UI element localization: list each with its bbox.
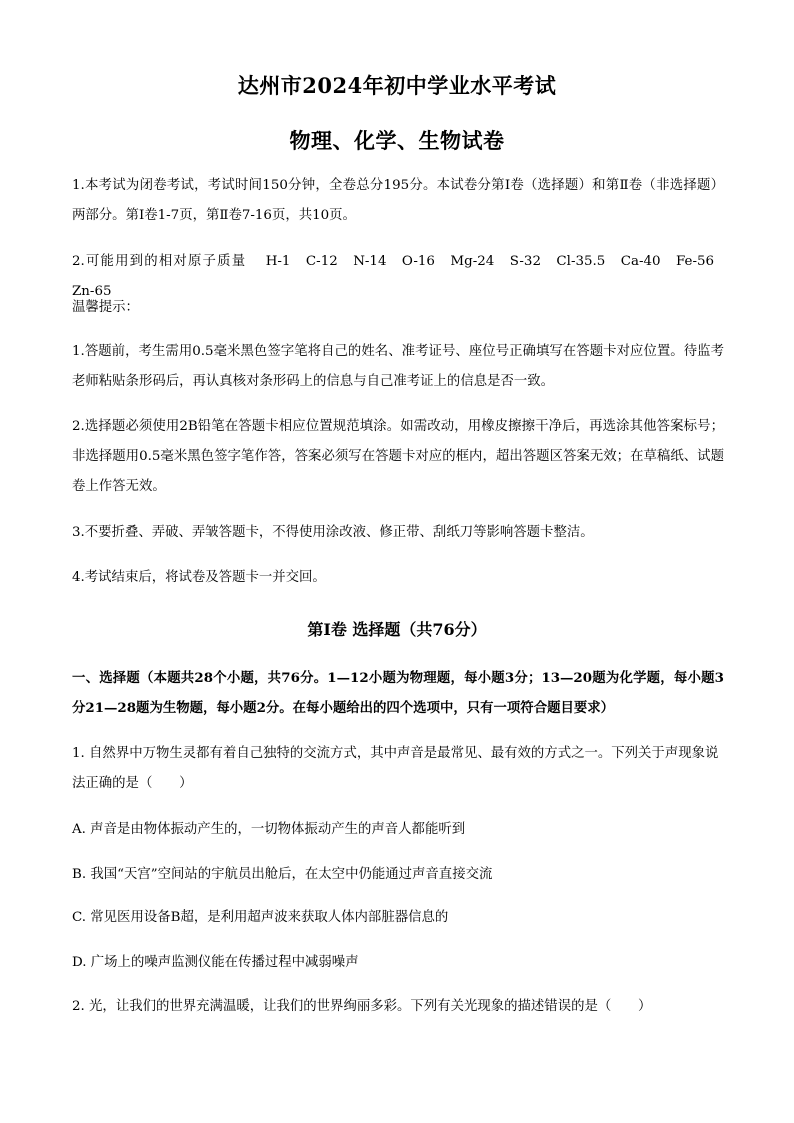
atomic-mass-item: Ca-40 (620, 254, 661, 269)
tip-1: 1.答题前，考生需用0.5毫米黑色签字笔将自己的姓名、准考证号、座位号正确填写在答题卡对应位置。待监考老师粘贴条形码后，再认真核对条形码上的信息与自己准考证上的信息是否一致。 (72, 344, 724, 389)
atomic-mass-label: 2.可能用到的相对原子质量 (72, 254, 247, 269)
question-1-option-b: B. 我国“天宫”空间站的宇航员出舱后，在太空中仍能通过声音直接交流 (72, 867, 493, 882)
tip-3: 3.不要折叠、弄破、弄皱答题卡，不得使用涂改液、修正带、刮纸刀等影响答题卡整洁。 (72, 525, 594, 540)
tips-label: 温馨提示： (72, 300, 139, 315)
atomic-mass-item: N-14 (353, 254, 387, 269)
atomic-mass-item: S-32 (509, 254, 541, 269)
tip-2: 2.选择题必须使用2B铅笔在答题卡相应位置规范填涂。如需改动，用橡皮擦擦干净后，再选涂其他答案标号；非选择题用0.5毫米黑色签字笔作答，答案必须写在答题卡对应的框内，超出答题区答案无效；在草稿纸、试题卷上作答无效。 (72, 419, 724, 494)
tip-4: 4.考试结束后，将试卷及答题卡一并交回。 (72, 570, 326, 585)
question-1-option-c: C. 常见医用设备B超，是利用超声波来获取人体内部脏器信息的 (72, 910, 449, 925)
atomic-mass-item: Fe-56 (676, 254, 715, 269)
atomic-mass-item: Mg-24 (450, 254, 495, 269)
atomic-mass-item: H-1 (265, 254, 291, 269)
exam-subtitle: 物理、化学、生物试卷 (289, 128, 505, 153)
exam-title: 达州市2024年初中学业水平考试 (237, 73, 557, 98)
instruction-1: 1.本考试为闭卷考试，考试时间150分钟，全卷总分195分。本试卷分第Ⅰ卷（选择题）和第Ⅱ卷（非选择题）两部分。第Ⅰ卷1-7页，第Ⅱ卷7-16页，共10页。 (72, 178, 724, 223)
part-heading: 一、选择题（本题共28个小题，共76分。1—12小题为物理题，每小题3分；13—20题为化学题，每小题3分21—28题为生物题，每小题2分。在每小题给出的四个选项中，只有一项符合题目要求） (72, 670, 724, 716)
atomic-mass-item: C-12 (305, 254, 338, 269)
question-1-option-a: A. 声音是由物体振动产生的，一切物体振动产生的声音人都能听到 (72, 822, 466, 837)
section-title: 第Ⅰ卷 选择题（共76分） (307, 620, 487, 639)
question-1-stem: 1. 自然界中万物生灵都有着自己独特的交流方式，其中声音是最常见、最有效的方式之一。下列关于声现象说法正确的是（ ） (72, 746, 719, 791)
question-2-stem: 2. 光，让我们的世界充满温暖，让我们的世界绚丽多彩。下列有关光现象的描述错误的是（ ） (72, 999, 652, 1014)
question-1-option-d: D. 广场上的噪声监测仪能在传播过程中减弱噪声 (72, 955, 359, 970)
atomic-mass-item: Cl-35.5 (556, 254, 606, 269)
atomic-mass-item: Zn-65 (72, 284, 112, 299)
atomic-mass-item: O-16 (401, 254, 435, 269)
